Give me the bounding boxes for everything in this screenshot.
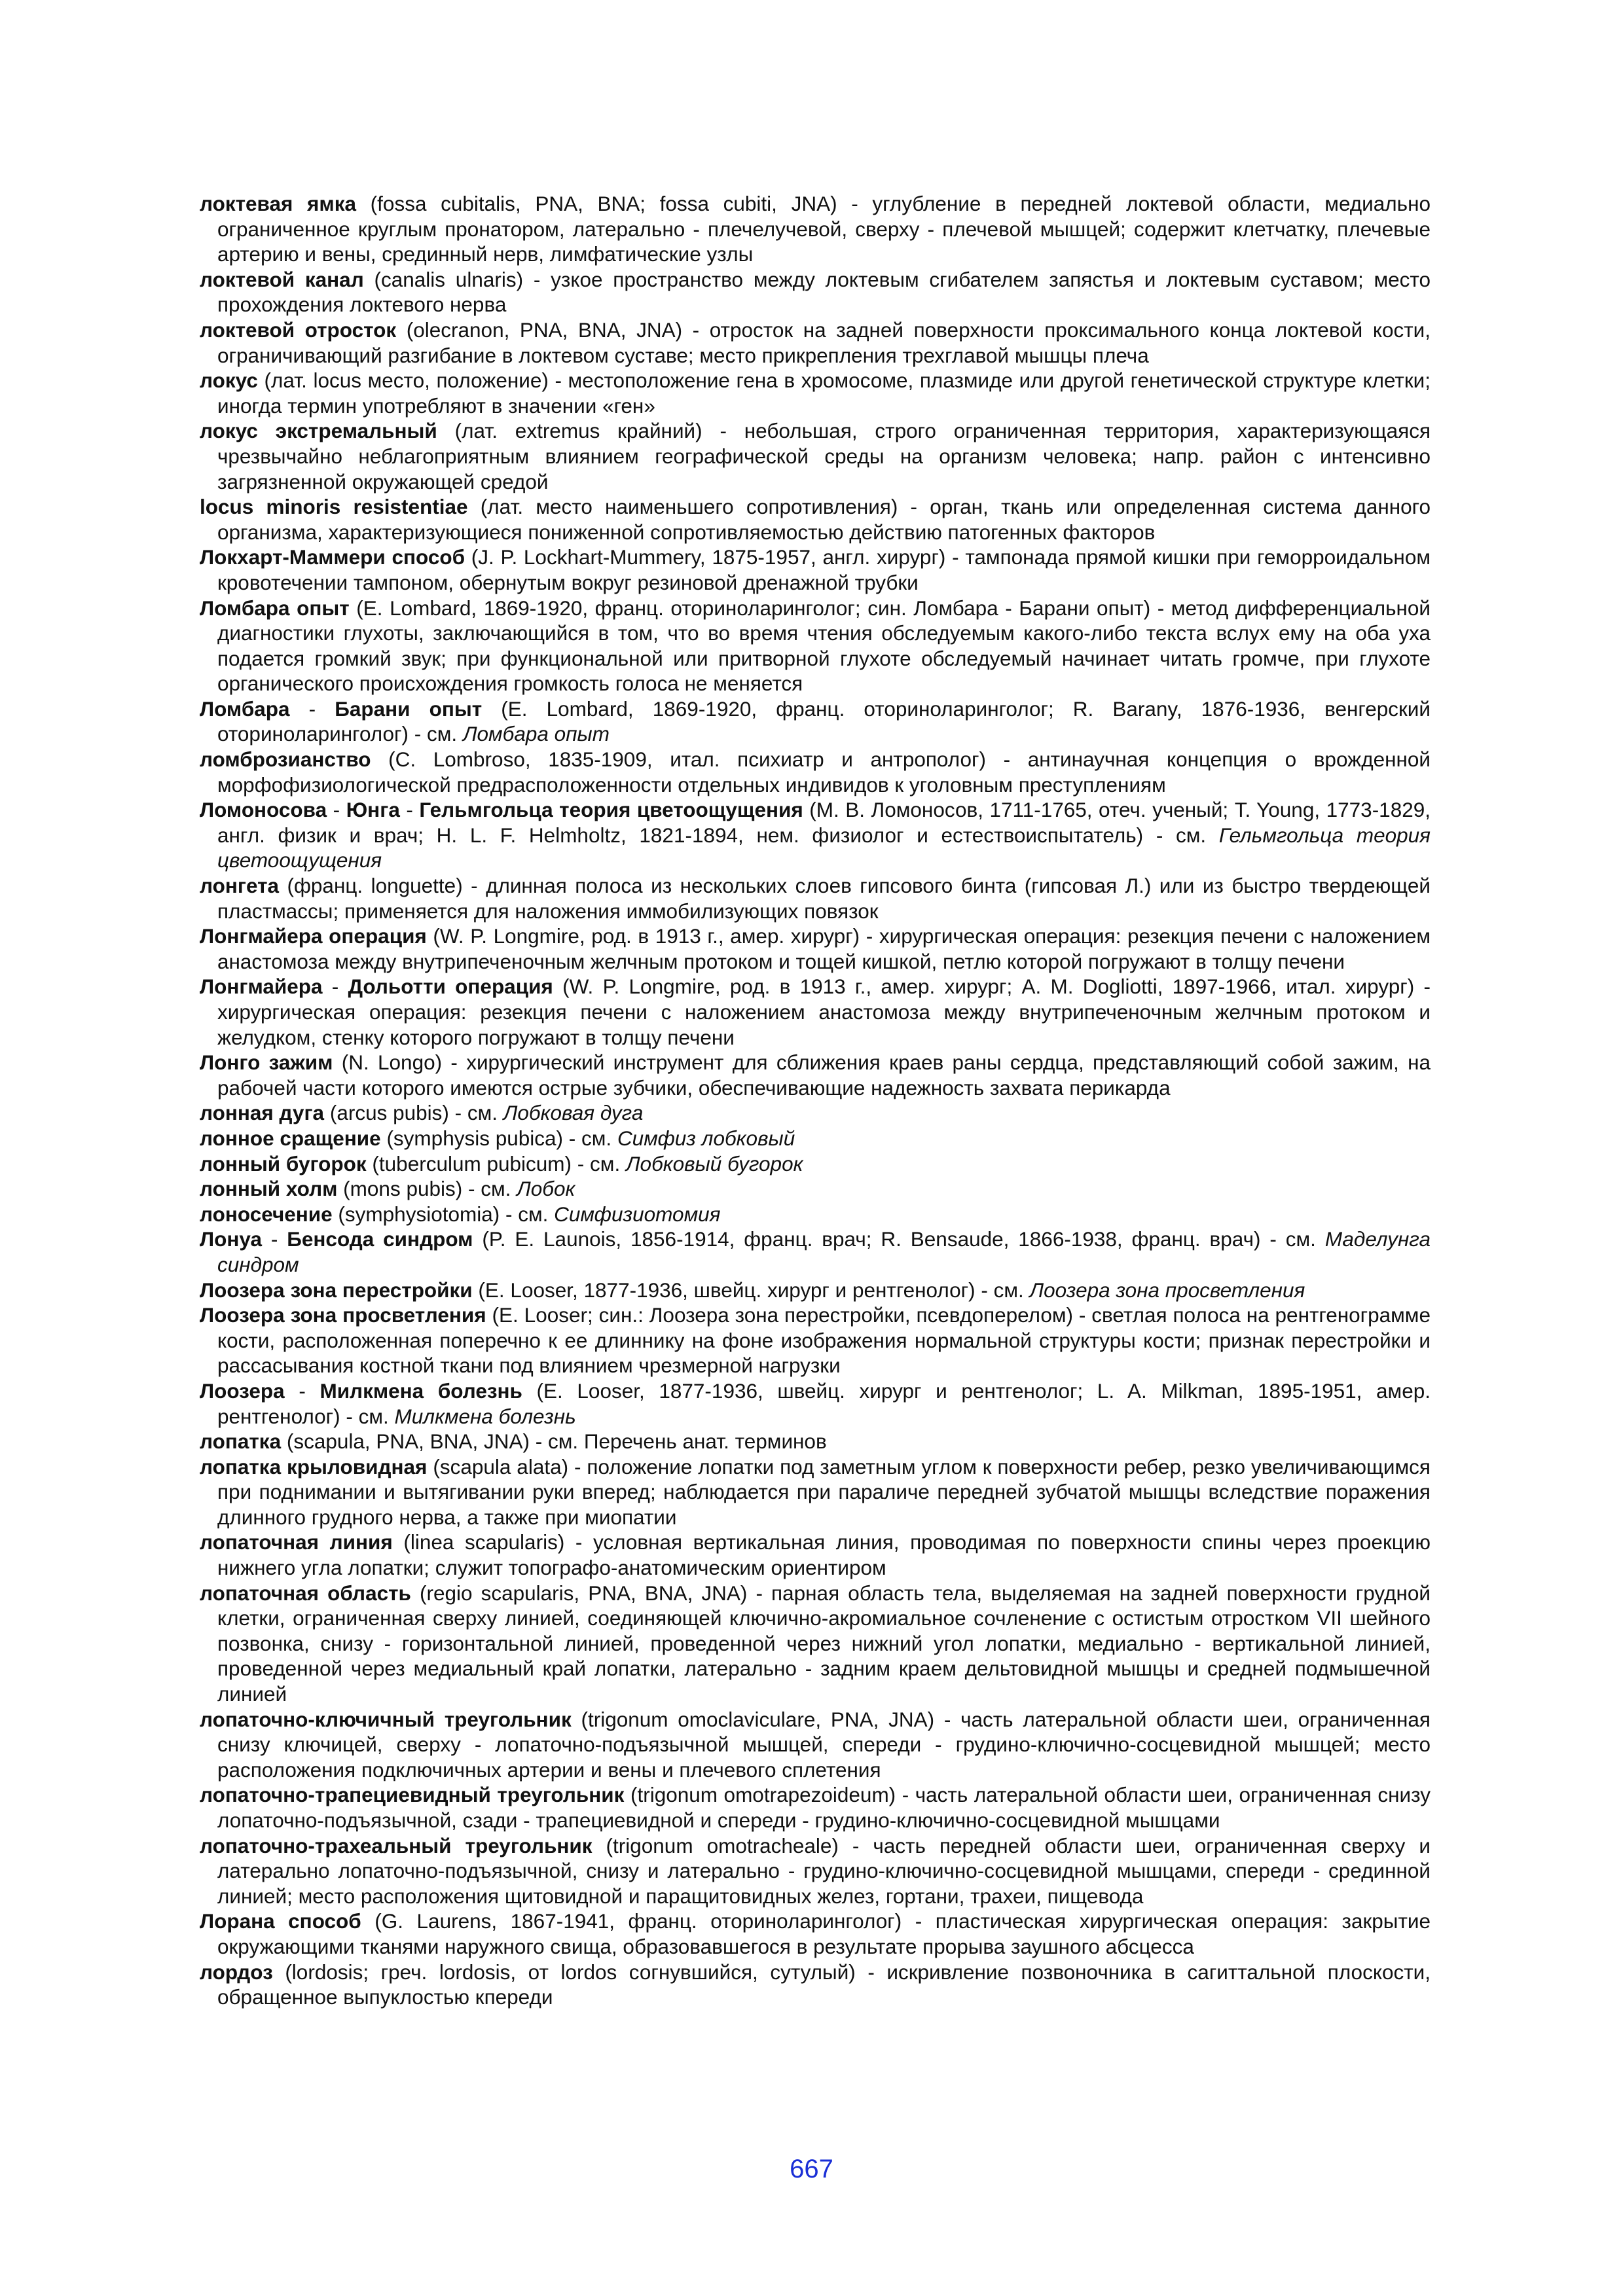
entry-headword: Лорана способ [200,1909,361,1933]
dictionary-entry [200,1833,1431,1909]
entry-cross-reference: Лобковый бугорок [625,1151,803,1175]
dictionary-entry [200,545,1431,595]
entry-cross-reference: Симфизиотомия [554,1202,721,1226]
entry-headword: локтевая ямка [200,192,357,215]
dictionary-entry [200,696,1431,747]
entry-definition: (М. В. Ломоносов, 1711-1765, отеч. ученый; T. Young, 1773-1829, англ. физик и врач; H. L. F. Helmholtz, 1821-1894, нем. физиолог и естествоиспытатель) - см. [217,798,1431,847]
entry-definition: (W. P. Longmire, род. в 1913 г., амер. хирург; A. M. Dogliotti, 1897-1966, итал. хирург) - хирургическая операция: резекция печени с наложением анастомоза между внутрипеченочным желчным протоком и желудком, стенку которого погружают в толщу печени [217,975,1431,1049]
entry-headword: лонное сращение [200,1126,381,1150]
entry-headword: лопатка крыловидная [200,1454,428,1479]
entry-definition: (W. P. Longmire, род. в 1913 г., амер. хирург) - хирургическая операция: резекция печени с наложением анастомоза между внутрипеченочным желчным протоком и тощей кишкой, петлю которой погружают в толщу печени [217,924,1431,973]
dictionary-entry [200,797,1431,873]
entry-headword: локтевой отросток [200,317,397,342]
entry-headword: лопаточная линия [200,1530,393,1554]
entry-headword: Ломоносова [200,798,327,822]
entry-definition: (trigonum omotracheale) - часть передней области шеи, ограниченная сверху и латерально лопаточно-подъязычной, снизу и латерально - грудино-ключично-сосцевидной мышцами, спереди - срединной линией; место расположения щитовидной и паращитовидных желез, гортани, трахеи, пищевода [217,1833,1431,1908]
entry-headword: Лонгмайера операция [200,924,427,948]
entry-cross-reference: Милкмена болезнь [394,1404,576,1428]
dictionary-entry [200,1126,1431,1151]
entry-headword: Гельмгольца теория цветоощущения [419,798,803,822]
entry-definition: - [327,798,346,822]
entry-cross-reference: Симфиз лобковый [617,1126,795,1150]
entry-cross-reference: Лобок [517,1177,575,1201]
entry-cross-reference: Ломбара опыт [462,722,610,746]
entry-definition: - [262,1227,287,1251]
entry-definition: (regio scapularis, PNA, BNA, JNA) - парная область тела, выделяемая на задней поверхности грудной клетки, ограниченная сверху линией, соединяющей ключично-акромиальное сочленение с остистым отростком VII шейного позвонка, снизу - горизонтальной линией, проведенной через нижний угол лопатки, медиально - вертикальной линией, проведенной через медиальный край лопатки, латерально - задним краем дельтовидной мышцы и средней подмышечной линией [217,1581,1431,1706]
entry-definition: (olecranon, PNA, BNA, JNA) - отросток на задней поверхности проксимального конца локтевой кости, ограничивающий разгибание в локтевом суставе; место прикрепления трехглавой мышцы плеча [217,317,1431,367]
entry-definition: (trigonum omoclaviculare, PNA, JNA) - часть латеральной области шеи, ограниченная снизу ключицей, сверху - лопаточно-подъязычной мышцей, спереди - грудино-ключично-сосцевидной мышцей; место расположения подключичных артерии и вены и плечевого сплетения [217,1707,1431,1782]
entry-definition: - [289,696,335,721]
dictionary-entry [200,1782,1431,1833]
page-number: 667 [790,2155,833,2183]
entry-definition: (scapula alata) - положение лопатки под заметным углом к поверхности ребер, резко увеличивающимся при поднимании и вытягивании руки вперед; наблюдается при параличе передней зубчатой мышцы вследствие поражения длинного грудного нерва, а также при миопатии [217,1454,1431,1529]
entry-cross-reference: Маделунга синдром [217,1227,1431,1276]
dictionary-entry [200,1278,1431,1303]
entry-headword: locus minoris resistentiae [200,495,468,519]
dictionary-entry [200,1707,1431,1783]
dictionary-entry [200,873,1431,924]
entry-headword: Лонго зажим [200,1050,333,1075]
dictionary-entries [200,191,1431,2010]
dictionary-entry [200,1202,1431,1227]
entry-definition: (arcus pubis) - см. [324,1101,503,1125]
entry-headword: Лоозера [200,1378,285,1403]
entry-definition: (linea scapularis) - условная вертикальная линия, проводимая по поверхности спины через проекцию нижнего угла лопатки; служит топографо-анатомическим ориентиром [217,1530,1431,1580]
entry-headword: лопатка [200,1429,282,1454]
dictionary-entry [200,1454,1431,1530]
entry-definition: - [284,1378,320,1403]
entry-definition: (франц. longuette) - длинная полоса из нескольких слоев гипсового бинта (гипсовая Л.) или из быстро твердеющей пластмассы; применяется для наложения иммобилизующих повязок [217,874,1431,923]
dictionary-entry [200,418,1431,494]
entry-definition: (P. E. Launois, 1856-1914, франц. врач; R. Bensaude, 1866-1938, франц. врач) - см. [473,1227,1325,1251]
entry-definition: (лат. locus место, положение) - местоположение гена в хромосоме, плазмиде или другой генетической структуре клетки; иногда термин употребляют в значении «ген» [217,368,1431,418]
entry-headword: Лоозера зона просветления [200,1303,486,1327]
entry-definition: (fossa cubitalis, PNA, BNA; fossa cubiti, JNA) - углубление в передней локтевой области, медиально ограниченное круглым пронатором, латерально - плечелучевой, сверху - плечевой мышцей; содержит клетчатку, плечевые артерию и вены, срединный нерв, лимфатические узлы [217,192,1431,266]
dictionary-entry [200,1100,1431,1126]
dictionary-entry [200,974,1431,1050]
dictionary-entry [200,596,1431,696]
entry-headword: лонная дуга [200,1101,325,1125]
dictionary-entry [200,317,1431,368]
entry-definition: (E. Lombard, 1869-1920, франц. оториноларинголог; син. Ломбара - Барани опыт) - метод дифференциальной диагностики глухоты, заключающийся в том, что во время чтения обследуемым какого-либо текста вслух ему на оба уха подается громкий звук; при функциональной или притворной глухоте обследуемый начинает читать громче, при глухоте органического происхождения громкость голоса не меняется [217,596,1431,696]
entry-headword: лонный холм [200,1177,338,1201]
entry-definition: - [399,798,420,822]
dictionary-entry [200,924,1431,974]
entry-headword: Дольотти операция [348,975,553,999]
dictionary-entry [200,1050,1431,1100]
dictionary-entry [200,1176,1431,1202]
entry-definition: (symphysiotomia) - см. [332,1202,555,1226]
dictionary-entry [200,1378,1431,1429]
entry-definition: (лат. extremus крайний) - небольшая, строго ограниченная территория, характеризующаяся чрезвычайно неблагоприятным влиянием географической среды на организм человека; напр. район с интенсивно загрязненной окружающей средой [217,419,1431,493]
entry-definition: (scapula, PNA, BNA, JNA) - см. Перечень анат. терминов [281,1429,827,1454]
entry-cross-reference: Лоозера зона просветления [1029,1278,1305,1302]
entry-headword: лонный бугорок [200,1151,367,1175]
dictionary-entry [200,747,1431,797]
dictionary-entry [200,1302,1431,1378]
entry-cross-reference: Лобковая дуга [503,1101,644,1125]
entry-headword: Локхарт-Маммери способ [200,545,465,569]
entry-definition: (tuberculum pubicum) - см. [366,1151,626,1175]
dictionary-entry [200,1581,1431,1707]
entry-headword: Лоозера зона перестройки [200,1278,473,1302]
dictionary-entry [200,1909,1431,1959]
entry-headword: Ломбара [200,696,290,721]
entry-headword: локус [200,368,258,393]
entry-definition: (E. Looser; син.: Лоозера зона перестройки, псевдоперелом) - светлая полоса на рентгенограмме кости, расположенная поперечно к ее длиннику на фоне изображения нормальной структуры кости; признак перестройки и рассасывания костной ткани под влиянием чрезмерной нагрузки [217,1303,1431,1378]
entry-definition: (E. Looser, 1877-1936, швейц. хирург и рентгенолог) - см. [472,1278,1030,1302]
entry-definition: (symphysis pubica) - см. [380,1126,617,1150]
entry-definition: (trigonum omotrapezoideum) - часть латеральной области шеи, ограниченная снизу лопаточно-подъязычной, сзади - трапециевидной и спереди - грудино-ключично-сосцевидной мышцами [217,1783,1431,1832]
entry-definition: (mons pubis) - см. [337,1177,517,1201]
entry-headword: лопаточно-трахеальный треугольник [200,1833,593,1857]
entry-definition: (C. Lombroso, 1835-1909, итал. психиатр и антрополог) - антинаучная концепция о врожденной морфофизиологической предрасположенности отдельных индивидов к уголовным преступлениям [217,747,1431,797]
entry-definition: - [322,975,348,999]
entry-headword: Милкмена болезнь [319,1378,522,1403]
dictionary-entry [200,1530,1431,1580]
entry-headword: лонгета [200,874,280,898]
entry-headword: лопаточно-трапециевидный треугольник [200,1783,625,1807]
dictionary-entry [200,267,1431,317]
dictionary-entry [200,494,1431,545]
dictionary-entry [200,1429,1431,1454]
entry-headword: лопаточная область [200,1581,411,1605]
entry-headword: ломброзианство [200,747,371,772]
entry-headword: Бенсода синдром [287,1227,473,1251]
dictionary-entry [200,1227,1431,1277]
entry-headword: лордоз [200,1960,273,1984]
dictionary-entry [200,1960,1431,2010]
entry-definition: (N. Longo) - хирургический инструмент для сближения краев раны сердца, представляющий собой зажим, на рабочей части которого имеются острые зубчики, обеспечивающие надежность захвата перикарда [217,1050,1431,1100]
entry-headword: Лонуа [200,1227,262,1251]
entry-cross-reference: Гельмгольца теория цветоощущения [217,823,1431,872]
entry-headword: Лонгмайера [200,975,323,999]
entry-definition: (E. Looser, 1877-1936, швейц. хирург и рентгенолог; L. A. Milkman, 1895-1951, амер. рентгенолог) - см. [217,1378,1431,1428]
entry-headword: Барани опыт [335,696,483,721]
entry-headword: локус экстремальный [200,419,437,443]
dictionary-entry [200,191,1431,267]
entry-definition: (J. P. Lockhart-Mummery, 1875-1957, англ. хирург) - тампонада прямой кишки при геморроидальном кровотечении тампоном, обернутым вокруг резиновой дренажной трубки [217,545,1431,594]
entry-definition: (lordosis; греч. lordosis, от lordos согнувшийся, сутулый) - искривление позвоночника в сагиттальной плоскости, обращенное выпуклостью кпереди [217,1960,1431,2009]
dictionary-entry [200,1151,1431,1177]
entry-definition: (лат. место наименьшего сопротивления) - орган, ткань или определенная система данного организма, характеризующиеся пониженной сопротивляемостью действию патогенных факторов [217,495,1431,544]
dictionary-entry [200,368,1431,418]
entry-definition: (canalis ulnaris) - узкое пространство между локтевым сгибателем запястья и локтевым суставом; место прохождения локтевого нерва [217,267,1431,317]
entry-headword: локтевой канал [200,267,364,291]
entry-headword: лопаточно-ключичный треугольник [200,1707,572,1731]
entry-definition: (E. Lombard, 1869-1920, франц. оториноларинголог; R. Barany, 1876-1936, венгерский оториноларинголог) - см. [217,696,1431,746]
entry-headword: Ломбара опыт [200,596,350,620]
entry-headword: лоносечение [200,1202,333,1226]
entry-definition: (G. Laurens, 1867-1941, франц. оториноларинголог) - пластическая хирургическая операция: закрытие окружающими тканями наружного свища, образовавшегося в результате прорыва заушного абсцесса [217,1909,1431,1958]
entry-headword: Юнга [346,798,400,822]
